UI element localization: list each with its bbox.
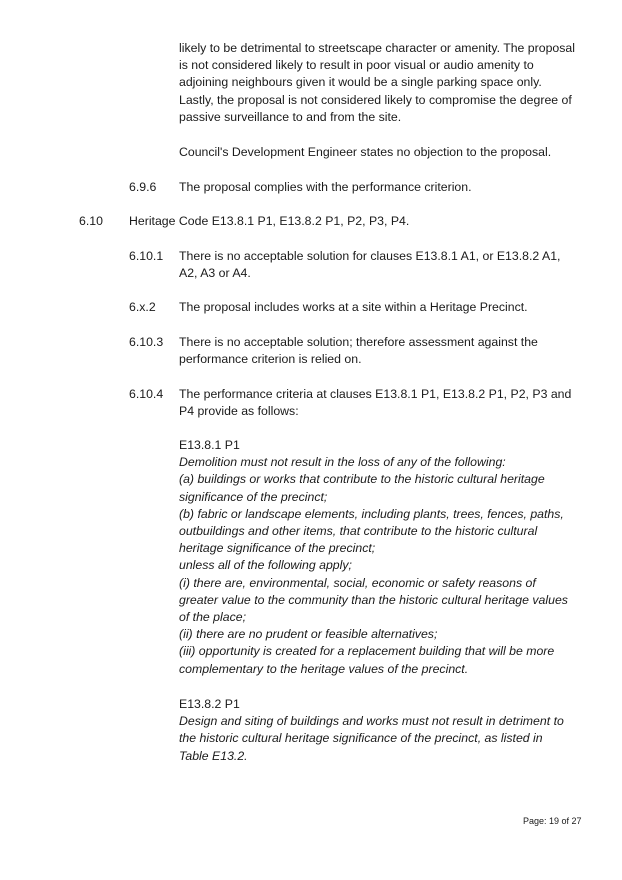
clause-line: unless all of the following apply; (179, 558, 352, 573)
clause-line: significance of the precinct; (179, 489, 328, 504)
clause-line: (i) there are, environmental, social, economic or safety reasons of (179, 575, 536, 590)
clause-line: outbuildings and other items, that contribute to the historic cultural (179, 524, 538, 539)
clause-heading: E13.8.2 P1 (179, 697, 240, 711)
text-line: A2, A3 or A4. (179, 266, 251, 281)
text-line: Lastly, the proposal is not considered likely to compromise the degree of (179, 92, 572, 107)
text-line: likely to be detrimental to streetscape character or amenity. The proposal (179, 41, 575, 55)
clause-line: heritage significance of the precinct; (179, 541, 376, 556)
item-number-6-10-1: 6.10.1 (129, 249, 164, 263)
item-number-6-10-4: 6.10.4 (129, 387, 164, 401)
clause-line: of the place; (179, 610, 246, 625)
clause-line: Demolition must not result in the loss of any of the following: (179, 455, 506, 470)
item-number-6-9-6: 6.9.6 (129, 180, 157, 194)
item-number-6-10-3: 6.10.3 (129, 335, 164, 349)
page-number: Page: 19 of 27 (523, 816, 582, 826)
item-number-6-x-2: 6.x.2 (129, 300, 156, 314)
item-text-6-10-4 (179, 386, 589, 420)
text-line: P4 provide as follows: (179, 404, 299, 419)
intro-paragraph (179, 40, 589, 126)
engineer-statement: Council's Development Engineer states no objection to the proposal. (179, 145, 552, 159)
section-title-6-10: Heritage Code E13.8.1 P1, E13.8.2 P1, P2, P3, P4. (129, 214, 410, 228)
clause-line: complementary to the heritage values of the precinct. (179, 661, 469, 676)
text-line: There is no acceptable solution; therefore assessment against the (179, 335, 538, 349)
item-text-6-9-6: The proposal complies with the performance criterion. (179, 180, 472, 194)
text-line: There is no acceptable solution for clauses E13.8.1 A1, or E13.8.2 A1, (179, 249, 561, 263)
text-line: performance criterion is relied on. (179, 352, 362, 367)
clause-line: (a) buildings or works that contribute to the historic cultural heritage (179, 472, 545, 487)
section-number-6-10: 6.10 (79, 214, 103, 228)
text-line: passive surveillance to and from the site. (179, 109, 402, 124)
text-line: The performance criteria at clauses E13.8.1 P1, E13.8.2 P1, P2, P3 and (179, 387, 572, 401)
text-line: is not considered likely to result in poor visual or audio amenity to (179, 58, 534, 73)
clause-line: the historic cultural heritage significance of the precinct, as listed in (179, 731, 543, 746)
clause-line: Table E13.2. (179, 748, 248, 763)
text-line: adjoining neighbours given it would be a single parking space only. (179, 75, 542, 90)
item-text-6-10-3 (179, 334, 589, 368)
clause-line: Design and siting of buildings and works must not result in detriment to (179, 714, 564, 729)
clause-line: (iii) opportunity is created for a replacement building that will be more (179, 644, 555, 659)
clause-e13-8-2 (179, 696, 589, 765)
item-text-6-x-2: The proposal includes works at a site within a Heritage Precinct. (179, 300, 528, 314)
clause-line: greater value to the community than the historic cultural heritage values (179, 592, 568, 607)
clause-line: (b) fabric or landscape elements, including plants, trees, fences, paths, (179, 506, 564, 521)
clause-line: (ii) there are no prudent or feasible alternatives; (179, 627, 438, 642)
clause-e13-8-1 (179, 437, 589, 678)
item-text-6-10-1 (179, 248, 589, 282)
clause-heading: E13.8.1 P1 (179, 438, 240, 452)
